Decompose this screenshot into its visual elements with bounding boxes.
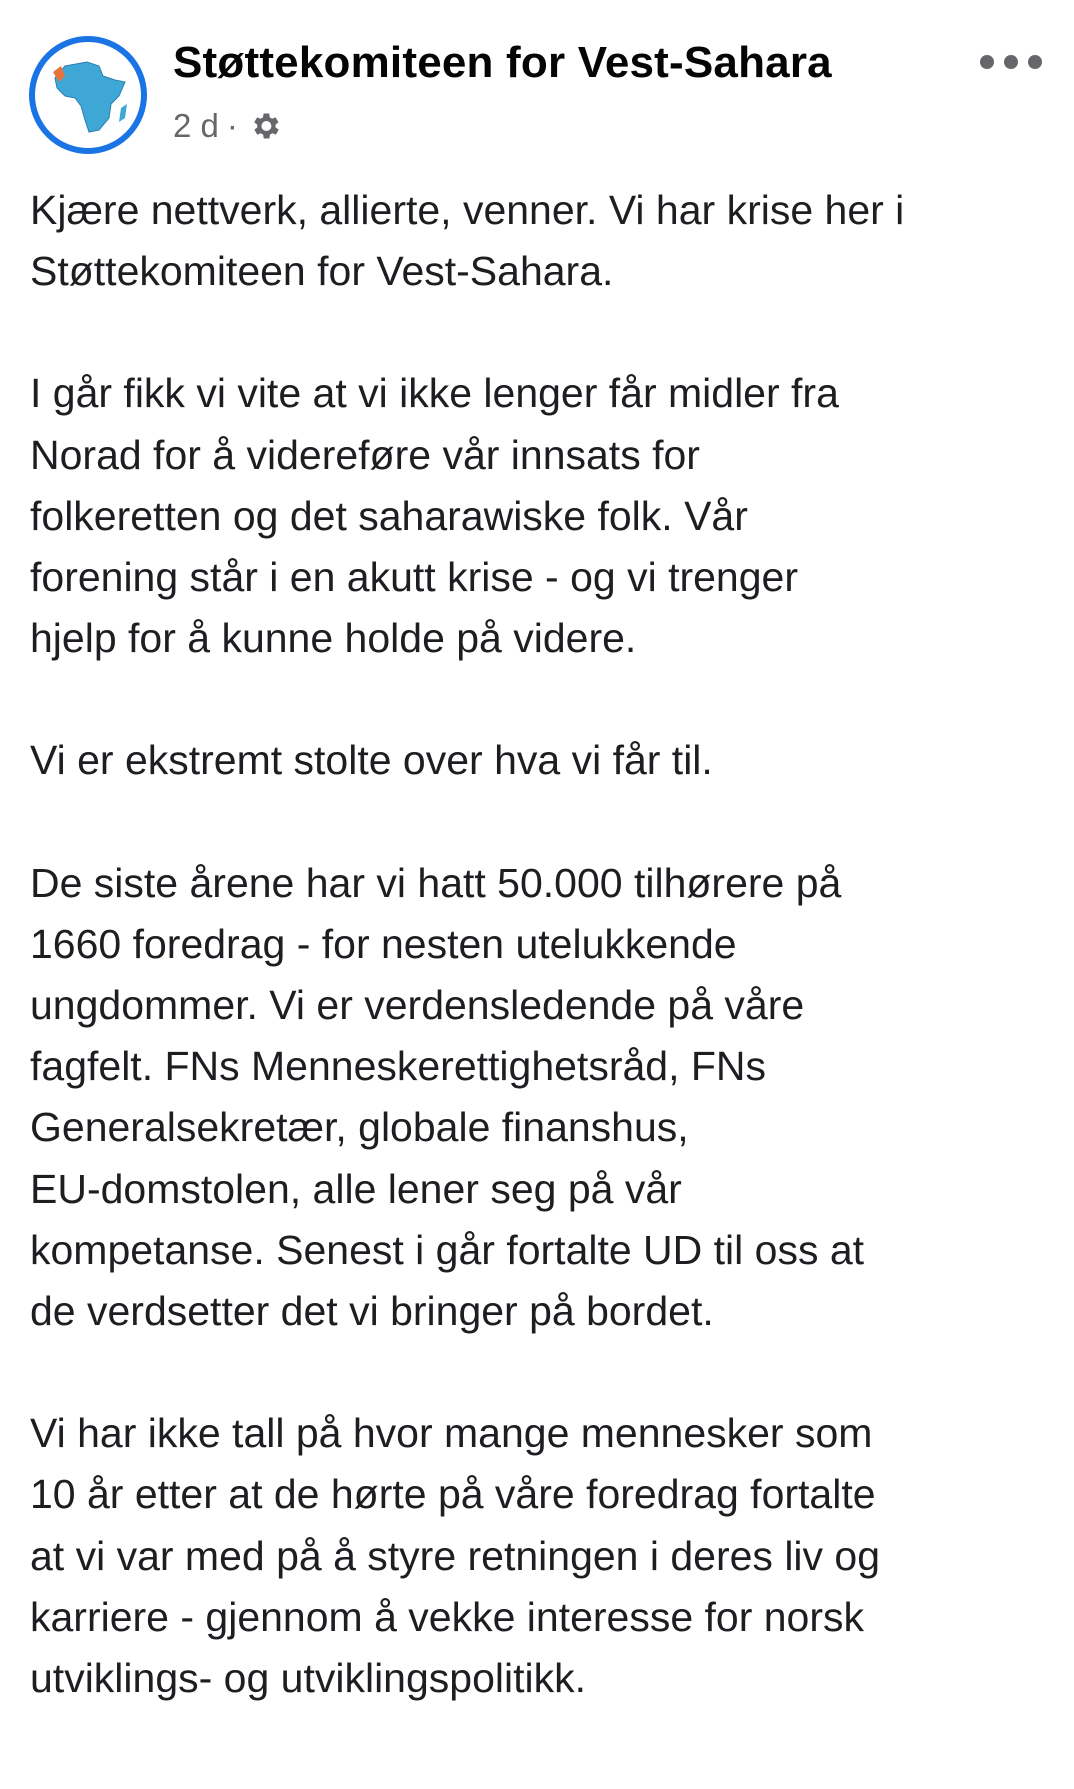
post-text-line: Generalsekretær, globale finanshus, (30, 1104, 689, 1151)
more-dot (1028, 55, 1042, 69)
post-text-line: I går fikk vi vite at vi ikke lenger får midler fra (30, 370, 839, 417)
africa-map-icon (35, 42, 141, 148)
post-text (30, 180, 1050, 1709)
post-text-line: hjelp for å kunne holde på videre. (30, 615, 637, 662)
gear-icon[interactable] (248, 109, 282, 143)
post-text-line: Vi er ekstremt stolte over hva vi får til. (30, 737, 713, 784)
post-text-line: folkeretten og det saharawiske folk. Vår (30, 492, 748, 539)
post-text-line: karriere - gjennom å vekke interesse for norsk (30, 1593, 865, 1640)
more-options-icon[interactable] (980, 50, 1042, 74)
post-text-line: Vi har ikke tall på hvor mange mennesker som (30, 1410, 873, 1457)
post-text-line: at vi var med på å styre retningen i deres liv og (30, 1532, 881, 1579)
post-paragraph (30, 363, 1050, 669)
post-paragraph (30, 180, 1050, 302)
post-text-line: kompetanse. Senest i går fortalte UD til oss at (30, 1226, 865, 1273)
post-text-line: de verdsetter det vi bringer på bordet. (30, 1288, 714, 1335)
more-dot (1004, 55, 1018, 69)
post-text-line: fagfelt. FNs Menneskerettighetsråd, FNs (30, 1043, 767, 1090)
post-text-line: EU-domstolen, alle lener seg på vår (30, 1165, 682, 1212)
post-text-line: forening står i en akutt krise - og vi trenger (30, 554, 798, 601)
page-name-link[interactable]: Støttekomiteen for Vest-Sahara (173, 38, 832, 87)
post-paragraph (30, 853, 1050, 1343)
post-header (0, 0, 1074, 160)
post-paragraph (30, 1403, 1050, 1709)
post-text-line: 1660 foredrag - for nesten utelukkende (30, 920, 737, 967)
post-text-line: ungdommer. Vi er verdensledende på våre (30, 982, 805, 1029)
post-text-line: Kjære nettverk, allierte, venner. Vi har krise her i (30, 187, 905, 233)
post-text-line: Støttekomiteen for Vest-Sahara. (30, 248, 614, 295)
post-text-line: 10 år etter at de hørte på våre foredrag fortalte (30, 1471, 876, 1518)
post-text-line: utviklings- og utviklingspolitikk. (30, 1655, 587, 1702)
avatar[interactable] (29, 36, 147, 154)
post-paragraph (30, 730, 1050, 791)
meta-separator: · (226, 107, 238, 144)
post-text-line: De siste årene har vi hatt 50.000 tilhørere på (30, 859, 842, 906)
post-meta (173, 104, 282, 148)
post-text-line: Norad for å videreføre vår innsats for (30, 431, 700, 478)
post-timestamp[interactable]: 2 d (173, 107, 219, 144)
more-dot (980, 55, 994, 69)
